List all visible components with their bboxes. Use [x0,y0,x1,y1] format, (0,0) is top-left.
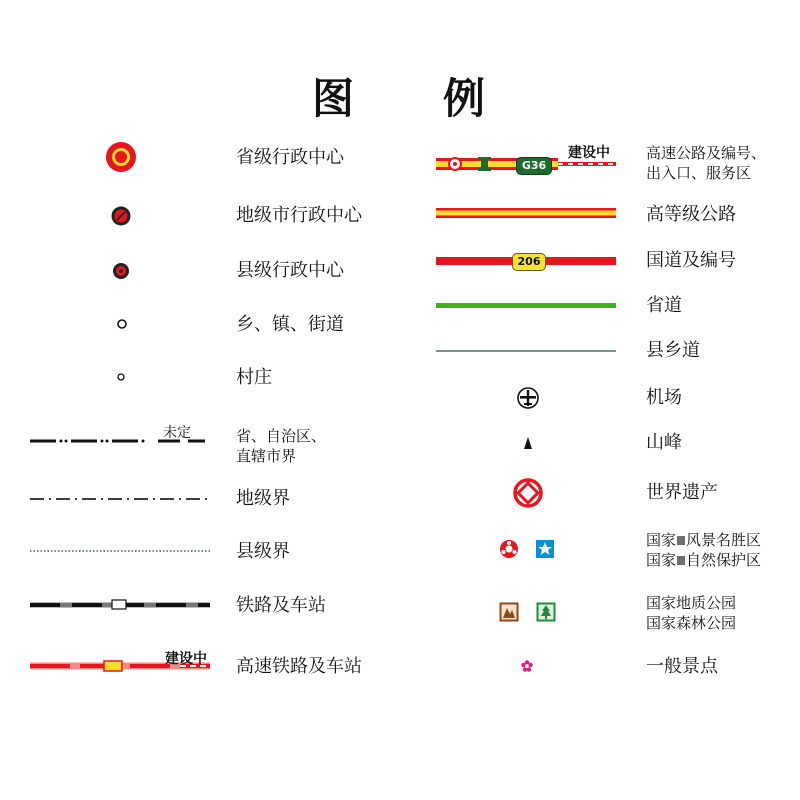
legend-label-high-speed-railway: 高速铁路及车站 [236,656,362,677]
legend-label-prefecture-capital: 地级市行政中心 [236,205,362,226]
legend-title-part2: 例 [443,74,488,123]
under-construction-note: 建设中 [165,651,207,667]
general-attraction-icon [520,659,534,673]
county-capital-icon [112,262,130,280]
legend-label-airport: 机场 [646,387,682,408]
legend-label-line: 省、自治区、 [236,427,327,445]
legend-label-scenic-reserve [646,530,761,570]
legend-label-geopark-forest [646,593,736,633]
geopark-icon [499,602,519,622]
county-road-line [436,347,618,355]
legend-label-provincial-road: 省道 [646,295,682,316]
legend-label-line: 高速公路及编号、 [646,144,767,162]
railway-line [30,596,215,614]
nature-reserve-icon [535,539,555,559]
legend-label-text: 自然保护区 [686,551,762,569]
legend-label-national-road: 国道及编号 [646,250,736,271]
county-boundary-line [30,546,215,556]
legend-label-text: 风景名胜区 [686,531,762,549]
legend-label-county-capital: 县级行政中心 [236,260,344,281]
provincial-capital-icon [104,140,138,174]
redacted-mark [677,536,685,545]
legend-label-expressway [646,143,766,183]
legend-label-line: 出入口、服务区 [646,164,752,182]
expressway-code-badge: G36 [516,157,552,175]
national-road-code-badge: 206 [512,253,546,271]
legend-label-prefecture-boundary: 地级界 [236,488,290,509]
prefecture-capital-icon [110,205,132,227]
redacted-mark [677,556,685,565]
world-heritage-icon [512,477,544,509]
legend-label-line: 国家地质公园 [646,594,737,612]
provincial-road-line [436,301,618,311]
legend-label-line [646,550,761,570]
legend-label-railway: 铁路及车站 [236,595,326,616]
legend-label-text: 国家 [646,531,677,549]
legend-label-general-attraction: 一般景点 [646,656,718,677]
legend-label-provincial-boundary [236,426,326,466]
legend-label-line: 直辖市界 [236,447,297,465]
legend-label-township: 乡、镇、街道 [236,314,344,335]
prefecture-boundary-line [30,492,215,506]
legend-label-county-boundary: 县级界 [236,541,290,562]
undetermined-note: 未定 [163,425,191,441]
legend-label-mountain-peak: 山峰 [646,432,682,453]
legend-title-part1: 图 [312,74,357,123]
legend-label-provincial-capital: 省级行政中心 [236,147,344,168]
forest-park-icon [536,602,556,622]
expressway-under-construction-note: 建设中 [568,145,610,161]
township-icon [115,317,129,331]
scenic-area-icon [498,538,520,560]
legend-label-county-road: 县乡道 [646,340,700,361]
legend-label-high-grade-highway: 高等级公路 [646,204,736,225]
airport-icon [516,386,540,410]
legend-label-village: 村庄 [236,367,272,388]
legend-label-text: 国家 [646,551,677,569]
legend-label-line: 国家森林公园 [646,614,737,632]
legend-label-line [646,530,761,550]
mountain-peak-icon [522,436,534,450]
high-grade-highway-line [436,206,618,220]
village-icon [115,371,127,383]
legend-label-world-heritage: 世界遗产 [646,482,718,503]
